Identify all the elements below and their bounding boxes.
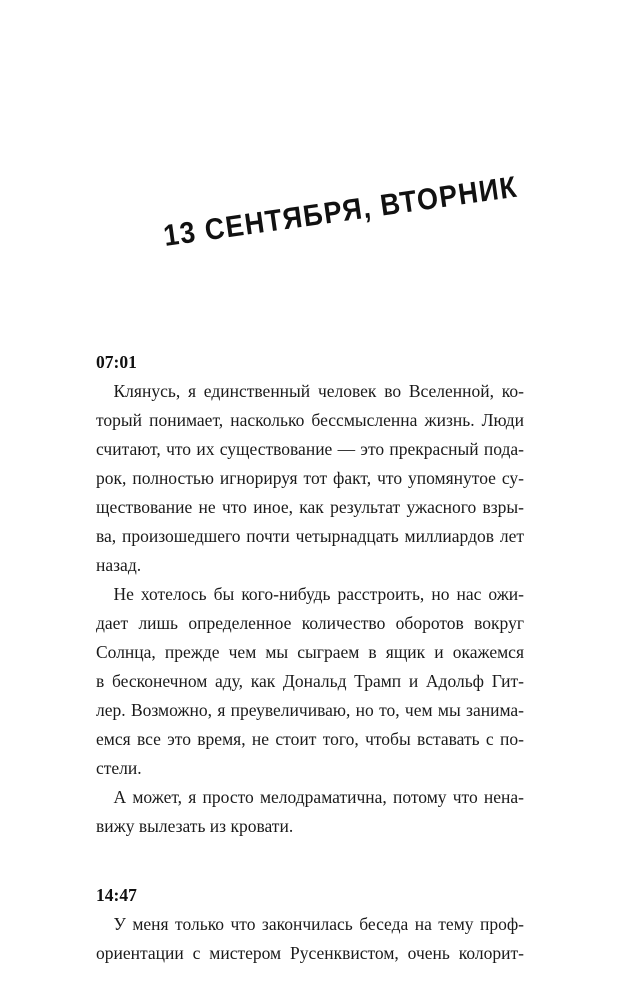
paragraph [96, 783, 524, 841]
text-line: ориентации с мистером Русенквистом, очень колорит- [96, 943, 524, 963]
chapter-title: 13 СЕНТЯБРЯ, ВТОРНИК [161, 170, 520, 253]
text-line: емся все это время, не стоит того, чтобы вставать с по- [96, 729, 524, 749]
text-line: торый понимает, насколько бессмысленна жизнь. Люди [96, 410, 524, 430]
paragraph [96, 377, 524, 580]
diary-entry [96, 881, 524, 968]
text-line: считают, что их существование — это прекрасный пода- [96, 439, 524, 459]
diary-entry [96, 348, 524, 841]
text-line: стели. [96, 758, 142, 778]
text-line: лер. Возможно, я преувеличиваю, но то, чем мы занима- [96, 700, 524, 720]
paragraph [96, 580, 524, 783]
text-line: в бесконечном аду, как Дональд Трамп и Адольф Гит- [96, 671, 524, 691]
text-line: рок, полностью игнорируя тот факт, что упомянутое су- [96, 468, 524, 488]
text-line: ва, произошедшего почти четырнадцать миллиардов лет [96, 526, 524, 546]
paragraph [96, 910, 524, 968]
text-line: У меня только что закончилась беседа на тему проф- [113, 914, 524, 934]
text-line: ществование не что иное, как результат ужасного взры- [96, 497, 524, 517]
text-line: А может, я просто мелодраматична, потому что нена- [113, 787, 524, 807]
text-line: Клянусь, я единственный человек во Вселенной, ко- [113, 381, 524, 401]
text-line: Солнца, прежде чем мы сыграем в ящик и окажемся [96, 642, 524, 662]
entry-time: 14:47 [96, 885, 137, 905]
text-line: назад. [96, 555, 142, 575]
text-line: Не хотелось бы кого-нибудь расстроить, но нас ожи- [113, 584, 524, 604]
entry-time: 07:01 [96, 352, 137, 372]
text-line: дает лишь определенное количество оборотов вокруг [96, 613, 524, 633]
text-line: вижу вылезать из кровати. [96, 816, 294, 836]
diary-entries [96, 348, 524, 968]
